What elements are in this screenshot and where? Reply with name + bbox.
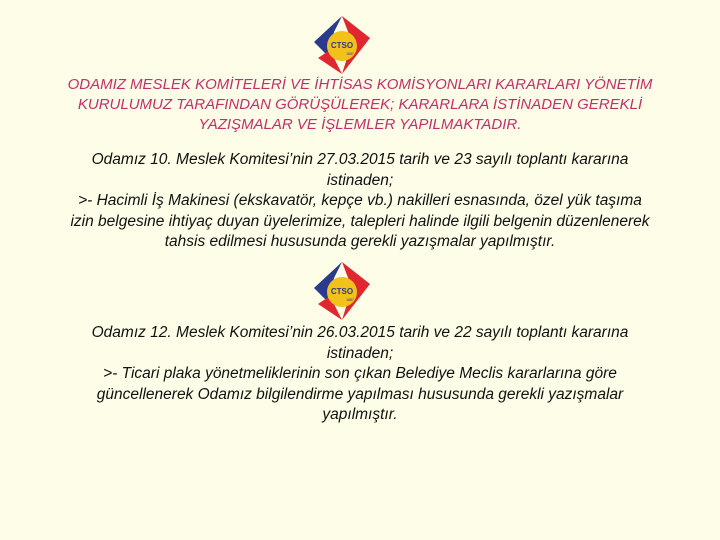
committee-decision-10: [0, 150, 720, 253]
logo-subtext: 1887: [346, 298, 354, 302]
heading-line: ODAMIZ MESLEK KOMİTELERİ VE İHTİSAS KOMİSYONLARI KARARLARI YÖNETİM: [67, 76, 653, 93]
paragraph-line: izin belgesine ihtiyaç duyan üyelerimize, talepleri halinde ilgili belgenin düzenlenerek: [70, 212, 650, 230]
ctso-logo: [308, 12, 376, 80]
paragraph-line: tahsis edilmesi hususunda gerekli yazışmalar yapılmıştır.: [164, 233, 556, 250]
paragraph-line: yapılmıştır.: [322, 406, 398, 423]
paragraph-line: güncellenerek Odamız bilgilendirme yapılması hususunda gerekli yazışmalar: [96, 385, 624, 403]
logo-text: CTSO: [330, 41, 354, 50]
committee-decision-12: [0, 323, 720, 426]
paragraph-line: >- Ticari plaka yönetmeliklerinin son çıkan Belediye Meclis kararlarına göre: [103, 365, 617, 382]
ctso-logo: [308, 258, 376, 326]
paragraph-line: Odamız 12. Meslek Komitesi’nin 26.03.2015 tarih ve 22 sayılı toplantı kararına: [91, 324, 629, 341]
heading-line: YAZIŞMALAR VE İŞLEMLER YAPILMAKTADIR.: [198, 116, 522, 133]
page-heading: [60, 75, 660, 135]
paragraph-line: istinaden;: [326, 171, 394, 189]
heading-line: KURULUMUZ TARAFINDAN GÖRÜŞÜLEREK; KARARLARA İSTİNADEN GEREKLİ: [77, 96, 643, 113]
logo-text: CTSO: [330, 287, 354, 296]
paragraph-line: istinaden;: [326, 344, 394, 362]
paragraph-line: >- Hacimli İş Makinesi (ekskavatör, kepçe vb.) nakilleri esnasında, özel yük taşıma: [78, 192, 642, 209]
logo-subtext: 1887: [346, 52, 354, 56]
paragraph-line: Odamız 10. Meslek Komitesi’nin 27.03.2015 tarih ve 23 sayılı toplantı kararına: [91, 151, 629, 168]
